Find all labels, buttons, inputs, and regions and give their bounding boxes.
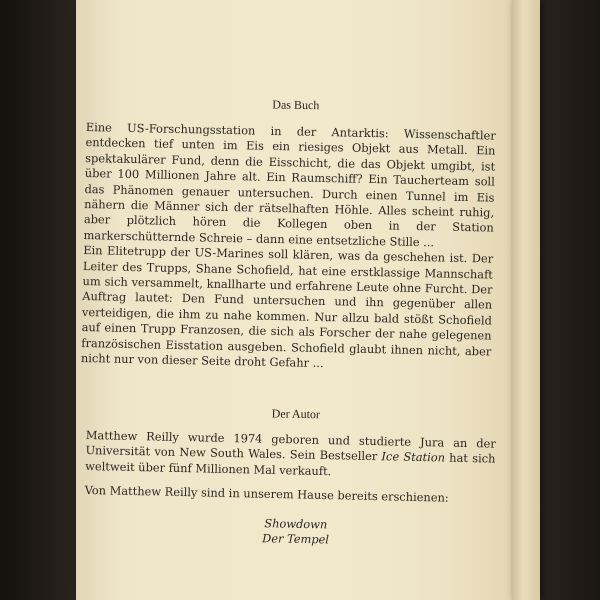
author-heading: Der Autor <box>271 406 321 422</box>
published-title-2: Der Tempel <box>262 531 330 547</box>
published-title-1: Showdown <box>264 516 328 532</box>
also-published-line: Von Matthew Reilly sind in unserem Hause bereits erschienen: <box>84 483 449 505</box>
book-description-paragraph-1: Eine US-Forschungsstation in der Antarktis: Wissenschaftler entdecken tief unten im Eis ein riesiges Objekt aus Metall. Ein spektakulärer Fund, denn die Eisschicht, die das Objekt umgibt, ist über 100 Millionen Jahre alt. Ein Raumschiff? Ein Taucherteam soll das Phänomen genauer untersuchen. Durch einen Tunnel im Eis nähern die Männer sich der rätselhaften Höhle. Alles scheint ruhig, aber plötzlich hören die Kollegen oben in der Station markerschütternde Schreie – dann eine entsetzliche Stille ... <box>83 120 496 250</box>
book-page <box>76 0 516 600</box>
book-heading: Das Buch <box>272 97 320 113</box>
author-bio-title: Ice Station <box>381 449 446 465</box>
author-bio <box>85 428 496 507</box>
published-titles-list <box>75 513 515 551</box>
book-description <box>81 120 496 375</box>
author-bio-text <box>85 428 496 483</box>
book-description-paragraph-2: Ein Elitetrupp der US-Marines soll klären, was da geschehen ist. Der Leiter des Trupps, Shane Schofield, hat eine erstklassige Mannschaft um sich versammelt, knallharte und erfahrene Leute ohne Furcht. Der Auftrag lautet: Den Fund untersuchen und ihn gegenüber allen verteidigen, die ihm zu nahe kommen. Nur allzu bald stößt Schofield auf einen Trupp Franzosen, die sich als Forscher der nahe gelegenen französischen Eisstation ausgeben. Schofield glaubt ihnen nicht, aber nicht nur von dieser Seite droht Gefahr ... <box>80 243 494 371</box>
author-bio-end: hat sich weltweit über fünf Millionen Mal verkauft. <box>85 450 496 478</box>
adjacent-page-edge <box>512 0 540 600</box>
author-bio-start: Matthew Reilly wurde 1974 geboren und studierte Jura an der Universität von New South Wales. Sein Bestseller <box>85 428 496 464</box>
